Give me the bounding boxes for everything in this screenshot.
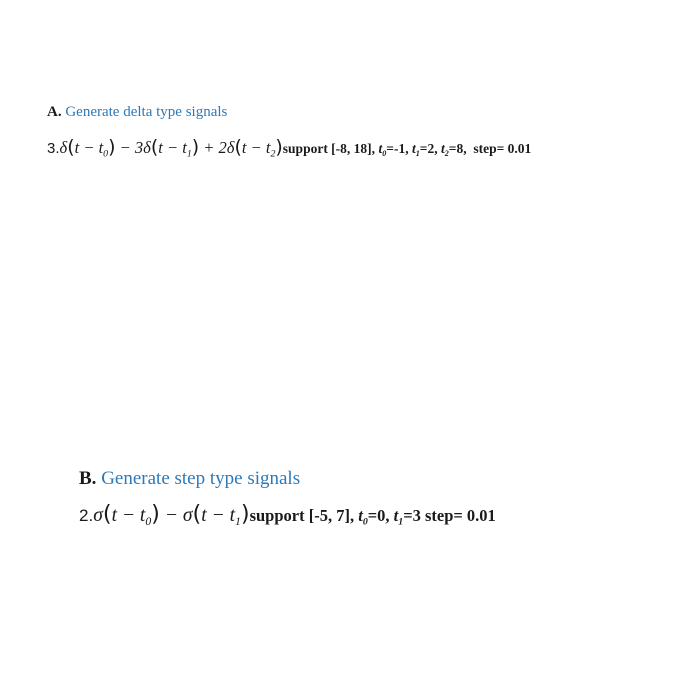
section-b-support: support [-5, 7], $t_0=0$, $t_1=3$ step= 0.01 bbox=[249, 506, 496, 528]
section-a-support: support [-8, 18], $t_0=-1$, $t_1=2$, $t_2=8$, step= 0.01 bbox=[282, 141, 532, 158]
section-b-heading bbox=[79, 468, 496, 490]
section-b bbox=[79, 468, 496, 528]
section-a bbox=[47, 104, 531, 159]
section-a-problem-number: 3. bbox=[47, 140, 60, 157]
section-a-heading bbox=[47, 104, 531, 121]
section-b-title: Generate step type signals bbox=[101, 468, 301, 489]
section-b-step: step= 0.01 bbox=[424, 506, 496, 525]
section-b-problem bbox=[79, 501, 496, 528]
section-a-letter: A. bbox=[47, 104, 62, 120]
section-b-letter: B. bbox=[79, 468, 97, 489]
section-b-formula: $\sigma(t - t_0) - \sigma(t - t_1)$ bbox=[93, 501, 250, 529]
section-a-formula: $\delta(t - t_0) - 3\delta(t - t_1) + 2\delta(t - t_2)$ bbox=[59, 136, 283, 160]
section-a-title: Generate delta type signals bbox=[65, 104, 228, 120]
section-a-problem bbox=[47, 136, 531, 159]
section-a-step: step= 0.01 bbox=[473, 141, 532, 156]
section-b-problem-number: 2. bbox=[79, 506, 94, 525]
